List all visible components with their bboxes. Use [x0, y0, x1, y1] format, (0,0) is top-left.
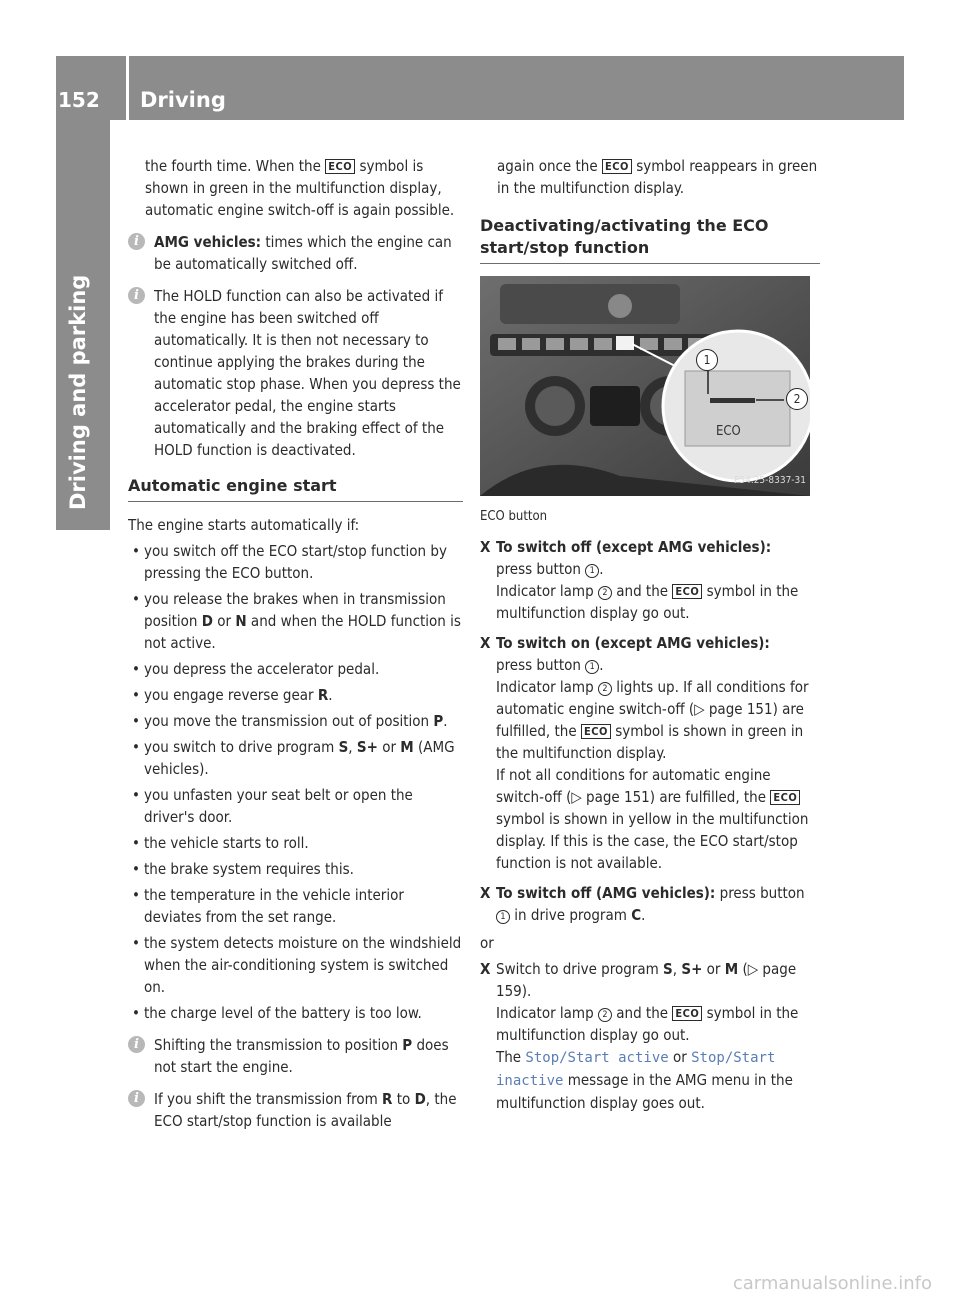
eco-symbol-icon: ECO [770, 790, 800, 805]
list-item: • you depress the accelerator pedal. [128, 658, 463, 680]
callout-1-icon: 1 [585, 564, 599, 578]
eco-symbol-icon: ECO [581, 724, 611, 739]
photo-caption: ECO button [480, 509, 548, 524]
watermark: carmanualsonline.info [732, 1273, 932, 1294]
section-heading: Automatic engine start [128, 475, 463, 502]
step-arrow-icon: X [480, 538, 491, 556]
callout-2-icon: 2 [598, 586, 612, 600]
photo-code: P54.25-8337-31 [733, 475, 806, 486]
info-note: i AMG vehicles: times which the engine can be automatically switched off. [128, 231, 463, 275]
page-title: Driving [140, 88, 226, 112]
eco-symbol-icon: ECO [672, 1006, 702, 1021]
info-note: i Shifting the transmission to position P does not start the engine. [128, 1034, 463, 1078]
list-item: • the charge level of the battery is too low. [128, 1002, 463, 1024]
or-text: or [480, 934, 494, 952]
step-item: X To switch on (except AMG vehicles): press button 1 . Indicator lamp 2 lights up. If all conditions for automatic engine switch-off (▷ page 151) are fulfilled, the ECO symbol is shown in green in the multifunction display. If not all conditions for automatic engine switch-off (▷ page 151) are fulfilled, the ECO symbol is shown in yellow in the multifunction display. If this is the case, the ECO start/stop function is not available. [480, 634, 809, 872]
callout-1: 1 [696, 349, 718, 371]
callout-2-icon: 2 [598, 682, 612, 696]
lead-text: The engine starts automatically if: [128, 516, 360, 534]
eco-symbol-icon: ECO [325, 159, 355, 174]
step-item: X Switch to drive program S, S+ or M (▷ page 159). Indicator lamp 2 and the ECO symbol in the multifunction display go out. The Stop/Start active or Stop/Start inactive message in the AMG menu in the multifunction display goes out. [480, 960, 799, 1112]
list-item: • you unfasten your seat belt or open the driver's door. [128, 784, 463, 828]
list-item: • you release the brakes when in transmission position D or N and when the HOLD function is not active. [128, 588, 463, 654]
console-illustration [480, 276, 810, 496]
info-icon: i [128, 233, 145, 250]
section-heading: Deactivating/activating the ECO start/stop function [480, 215, 820, 264]
eco-button-photo [480, 276, 810, 496]
step-arrow-icon: X [480, 634, 491, 652]
display-message: Stop/Start inactive [496, 1050, 776, 1089]
eco-button-label: ECO [716, 424, 741, 439]
info-icon: i [128, 1036, 145, 1053]
left-column [128, 155, 463, 1132]
info-note: i The HOLD function can also be activated if the engine has been switched off automatically. It is then not necessary to continue applying the brakes during the automatic stop phase. When you depress the accelerator pedal, the engine starts automatically and the braking effect of the HOLD function is deactivated. [128, 285, 463, 461]
list-item: • you engage reverse gear R. [128, 684, 463, 706]
step-arrow-icon: X [480, 960, 491, 978]
list-item: • the temperature in the vehicle interior deviates from the set range. [128, 884, 463, 928]
right-column [480, 155, 820, 1114]
page-number: 152 [58, 88, 100, 112]
continuation-paragraph: again once the ECO symbol reappears in green in the multifunction display. [497, 157, 818, 197]
callout-1-icon: 1 [585, 660, 599, 674]
header-divider [126, 56, 129, 120]
list-item: • you switch to drive program S, S+ or M (AMG vehicles). [128, 736, 463, 780]
info-note: i If you shift the transmission from R to D, the ECO start/stop function is available [128, 1088, 463, 1132]
intro-paragraph: the fourth time. When the ECO symbol is shown in green in the multifunction display, automatic engine switch-off is again possible. [145, 157, 455, 219]
callout-1-icon: 1 [496, 910, 510, 924]
list-item: • the system detects moisture on the windshield when the air-conditioning system is switched on. [128, 932, 463, 998]
list-item: • the vehicle starts to roll. [128, 832, 463, 854]
callout-2-icon: 2 [598, 1008, 612, 1022]
display-message: Stop/Start active [525, 1050, 669, 1066]
step-item: X To switch off (AMG vehicles): press button 1 in drive program C. [480, 884, 805, 924]
step-item: X To switch off (except AMG vehicles): press button 1 . Indicator lamp 2 and the ECO symbol in the multifunction display go out. [480, 538, 799, 622]
info-icon: i [128, 287, 145, 304]
list-item: • you move the transmission out of position P. [128, 710, 463, 732]
sidebar-section-label: Driving and parking [66, 274, 90, 510]
list-item: • the brake system requires this. [128, 858, 463, 880]
callout-2: 2 [786, 388, 808, 410]
eco-symbol-icon: ECO [672, 584, 702, 599]
eco-symbol-icon: ECO [602, 159, 632, 174]
step-arrow-icon: X [480, 884, 491, 902]
info-icon: i [128, 1090, 145, 1107]
list-item: • you switch off the ECO start/stop function by pressing the ECO button. [128, 540, 463, 584]
